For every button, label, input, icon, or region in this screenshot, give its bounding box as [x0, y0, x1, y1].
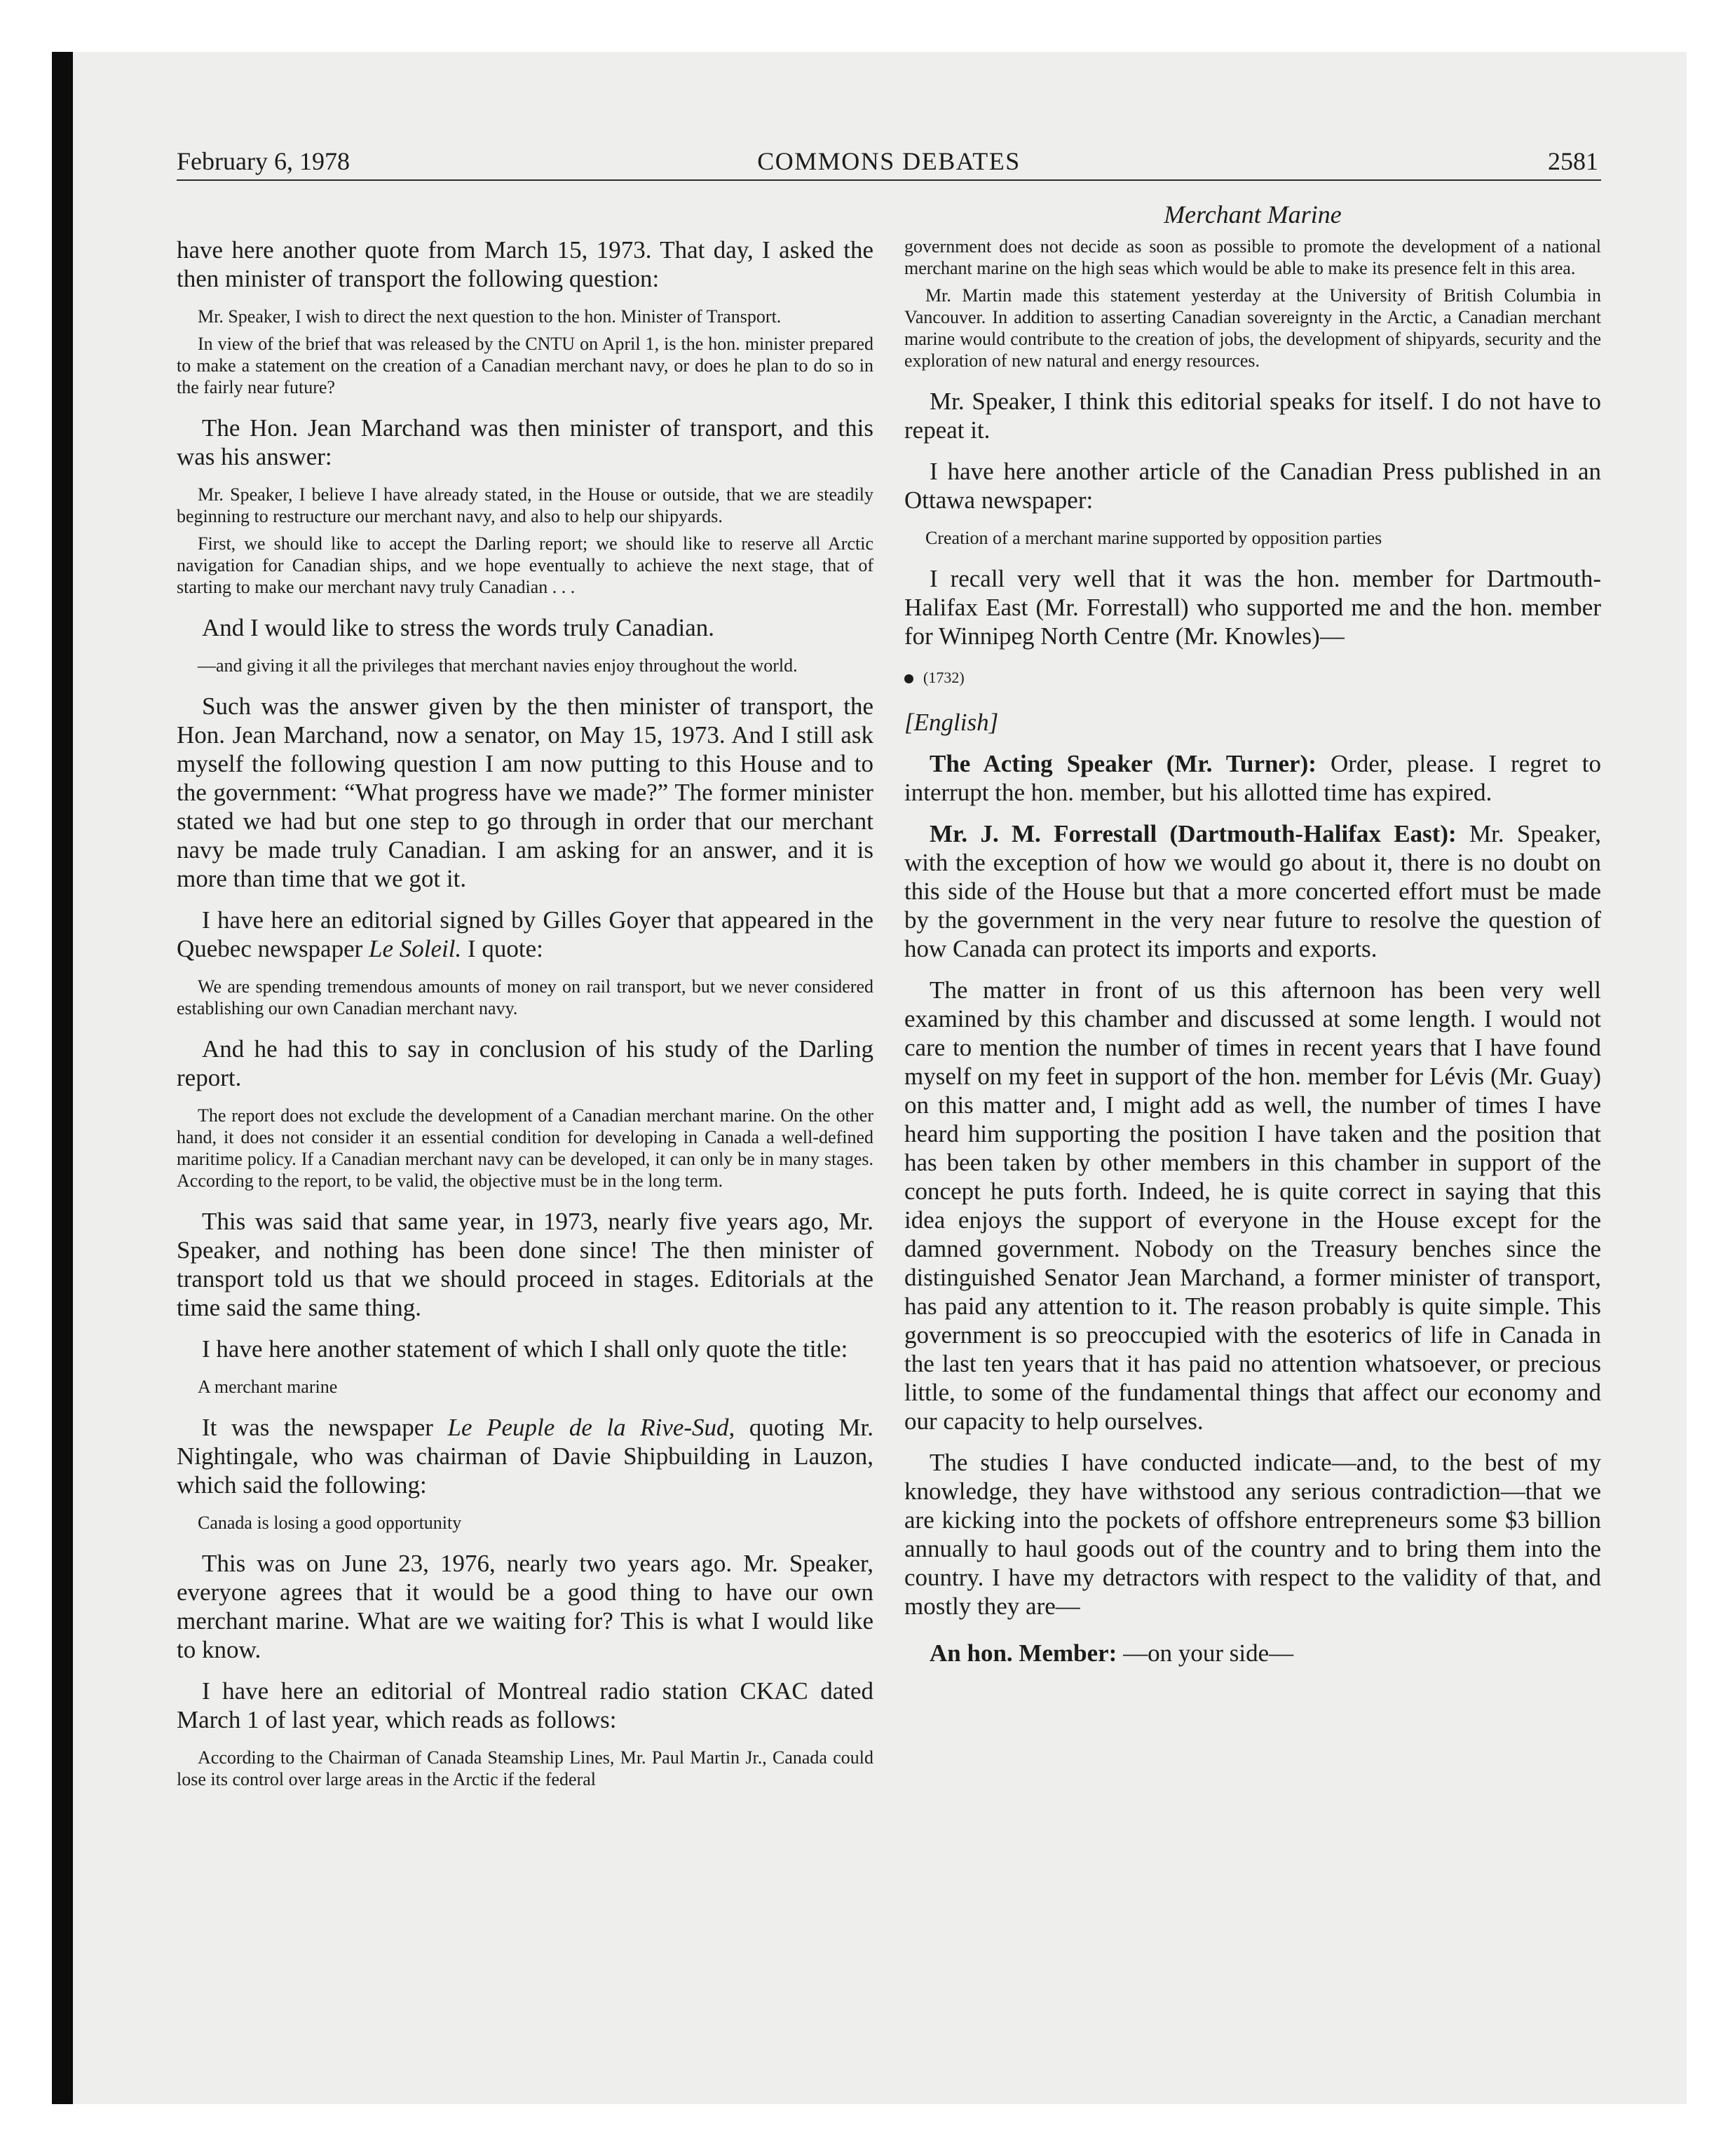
paragraph: have here another quote from March 15, 1973. That day, I asked the then minister of transport the following question:: [177, 236, 873, 292]
time-marker-text: (1732): [923, 669, 965, 686]
block-quote: —and giving it all the privileges that merchant navies enjoy throughout the world.: [198, 655, 798, 676]
newspaper-name: Le Peuple de la Rive-Sud,: [447, 1414, 735, 1441]
paragraph: The studies I have conducted indicate—and, to the best of my knowledge, they have withstood any serious contradiction—that we are kicking into the pockets of offshore entrepreneurs some $3 billion annually to haul goods out of the country and to bring them into the country. I have my detractors with respect to the validity of that, and mostly they are—: [904, 1449, 1601, 1620]
paragraph: Such was the answer given by the then minister of transport, the Hon. Jean Marchand, now a senator, on May 15, 1973. And I still ask myself the following question I am now putting to this House and to the government: “What progress have we made?” The former minister stated we had but one step to go through in order that our merchant navy be made truly Canadian. I am asking for an answer, and it is more than time that we got it.: [177, 692, 873, 892]
speech-text: —on your side—: [1117, 1639, 1294, 1667]
scan-binding-edge: [52, 52, 73, 2104]
speaker-name: Mr. J. M. Forrestall (Dartmouth-Halifax East):: [930, 820, 1457, 847]
block-quote: Creation of a merchant marine supported by opposition parties: [925, 528, 1382, 548]
speech-text: Mr. Speaker, with the exception of how we would go about it, there is no doubt on this side of the House but that a more concerted effort must be made by the government in the very near future to resolve the question of how Canada can protect its imports and exports.: [904, 820, 1601, 962]
block-quote: A merchant marine: [198, 1377, 338, 1397]
block-quote: The report does not exclude the development of a Canadian merchant marine. On the other hand, it does not consider it an essential condition for developing in Canada a well-defined maritime policy. If a Canadian merchant navy can be developed, it can only be in many stages. According to the report, to be valid, the objective must be in the long term.: [177, 1105, 873, 1191]
paragraph-text: It was the newspaper: [202, 1414, 448, 1441]
right-column: [904, 236, 1601, 1680]
speaker-name: The Acting Speaker (Mr. Turner):: [930, 750, 1316, 777]
time-marker: [904, 667, 1601, 688]
block-quote: Mr. Martin made this statement yesterday at the University of British Columbia in Vancouver. In addition to asserting Canadian sovereignty in the Arctic, a Canadian merchant marine would contribute to the creation of jobs, the development of shipyards, security and the exploration of new natural and energy resources.: [904, 285, 1601, 371]
paragraph: The matter in front of us this afternoon has been very well examined by this chamber and discussed at some length. I would not care to mention the number of times in recent years that I have found myself on my feet in support of the hon. member for Lévis (Mr. Guay) on this matter and, I might add as well, the number of times I have heard him supporting the position I have taken and the position that has been taken by other members in this chamber in support of the concept he puts forth. Indeed, he is quite correct in saying that this idea enjoys the support of everyone in the House except for the damned government. Nobody on the Treasury benches since the distinguished Senator Jean Marchand, a former minister of transport, has paid any attention to it. The reason probably is quite simple. This government is so preoccupied with the esoterics of life in Canada in the last ten years that it has paid no attention whatsoever, or precious little, to some of the fundamental things that affect our economy and our capacity to help ourselves.: [904, 976, 1601, 1435]
paragraph: And I would like to stress the words truly Canadian.: [202, 614, 715, 641]
header-date: February 6, 1978: [177, 147, 350, 175]
paragraph: Mr. Speaker, I think this editorial speaks for itself. I do not have to repeat it.: [904, 388, 1601, 444]
running-head: Merchant Marine: [1164, 200, 1342, 228]
block-quote: According to the Chairman of Canada Steamship Lines, Mr. Paul Martin Jr., Canada could lose its control over large areas in the Arctic if the federal: [177, 1747, 873, 1789]
block-quote: We are spending tremendous amounts of money on rail transport, but we never considered establishing our own Canadian merchant navy.: [177, 976, 873, 1018]
paragraph: And he had this to say in conclusion of his study of the Darling report.: [177, 1035, 873, 1091]
language-tag: [English]: [904, 709, 999, 736]
block-quote: Mr. Speaker, I wish to direct the next question to the hon. Minister of Transport.: [198, 306, 782, 327]
paragraph: I have here another statement of which I shall only quote the title:: [202, 1335, 848, 1363]
page-header: [177, 144, 1601, 181]
paragraph: [177, 1413, 873, 1499]
left-column: [177, 236, 873, 1796]
newspaper-name: Le Soleil.: [369, 935, 462, 962]
paragraph: I have here another article of the Canadian Press published in an Ottawa newspaper:: [904, 458, 1601, 514]
speech-paragraph: [904, 1639, 1601, 1667]
speech-paragraph: [904, 819, 1601, 963]
block-quote: First, we should like to accept the Darling report; we should like to reserve all Arctic navigation for Canadian ships, and we hope eventually to achieve the next stage, that of starting to make our merchant navy truly Canadian . . .: [177, 533, 873, 597]
paragraph: [177, 906, 873, 963]
speaker-name: An hon. Member:: [930, 1639, 1117, 1667]
paragraph: This was said that same year, in 1973, nearly five years ago, Mr. Speaker, and nothing has been done since! The then minister of transport told us that we should proceed in stages. Editorials at the time said the same thing.: [177, 1208, 873, 1321]
paragraph-text: quoting Mr. Nightingale, who was chairman of Davie Shipbuilding in Lauzon, which said the following:: [177, 1414, 873, 1499]
block-quote: In view of the brief that was released by the CNTU on April 1, is the hon. minister prepared to make a statement on the creation of a Canadian merchant navy, or does he plan to do so in the fairly near future?: [177, 334, 873, 397]
paragraph: The Hon. Jean Marchand was then minister of transport, and this was his answer:: [177, 414, 873, 470]
speech-text: Order, please. I regret to interrupt the hon. member, but his allotted time has expired.: [904, 750, 1602, 806]
paragraph: I recall very well that it was the hon. member for Dartmouth-Halifax East (Mr. Forrestall) who supported me and the hon. member for Winnipeg North Centre (Mr. Knowles)—: [904, 565, 1601, 650]
bullet-icon: [904, 674, 913, 683]
paragraph: This was on June 23, 1976, nearly two years ago. Mr. Speaker, everyone agrees that it would be a good thing to have our own merchant marine. What are we waiting for? This is what I would like to know.: [177, 1550, 873, 1663]
paragraph-text: I quote:: [461, 935, 543, 962]
block-quote: Canada is losing a good opportunity: [198, 1513, 462, 1533]
speech-paragraph: [904, 749, 1601, 807]
header-title: COMMONS DEBATES: [757, 147, 1021, 175]
block-quote: government does not decide as soon as possible to promote the development of a national merchant marine on the high seas which would be able to make its presence felt in this area.: [904, 236, 1601, 278]
paragraph-text: I have here an editorial signed by Gilles Goyer that appeared in the Quebec newspaper: [177, 906, 873, 962]
block-quote: Mr. Speaker, I believe I have already stated, in the House or outside, that we are steadily beginning to restructure our merchant navy, and also to help our shipyards.: [177, 484, 873, 526]
paragraph: I have here an editorial of Montreal radio station CKAC dated March 1 of last year, which reads as follows:: [177, 1677, 873, 1733]
page-number: 2581: [1548, 147, 1598, 175]
